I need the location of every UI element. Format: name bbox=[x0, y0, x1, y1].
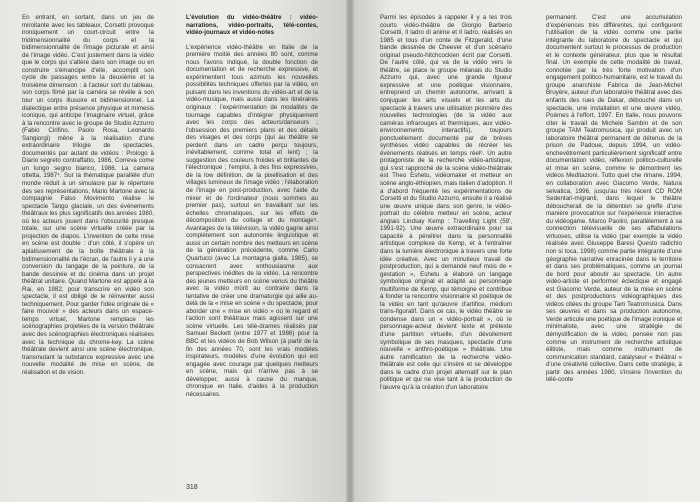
left-column-2 bbox=[186, 14, 318, 476]
book-gutter bbox=[346, 0, 354, 502]
left-column-1 bbox=[22, 14, 154, 476]
paragraph: permanent. C'est une accumulation d'expériences très différentes, qui configurent l'utilisation de la vidéo comme une partie intégrante du laboratoire du spectacle et qui documentent surtout le processus de production et le contexte générateur, plus que le résultat final. Un exemple de cette modalité de travail, connotée par la très forte motivation d'un engagement politico-humanitaire, est le travail du groupe anarchiste Fabrica de Jean-Michel Bruyère, auteur d'un laboratoire théâtral avec des enfants des rues de Dakar, débouché dans un spectacle, une installation et une œuvre vidéo, Poèmes à l'effort, 1997. En Italie, nous pouvons citer le travail de Michele Sambin et de son groupe TAM Teatromusica, qui produit avec un laboratoire théâtral permanent de détenus de la prison de Padoue, depuis 1994, un vidéo-enchevêtrement particulièrement significatif entre documentation vidéo, réflexion politico-culturelle et mise en scène, comme le démontrent les vidéos Meditazioni. Tutto quel che rimane, 1994, en collaboration avec Giacomo Verde, Natura selvatica, 1996, jusqu'au très récent CD ROM Sedentari-migranti, dans lequel le théâtre déboucherait de la détention se greffe d'une manière provocatrice sur l'expérience interactive du vidéogame. Marco Paolini, parallèlement à sa connection télévisuelle de ses affabulations virtuoses, utilise la vidéo (par exemple la vidéo réalisée avec Giuseppe Baresi Questo radichio non si toca, 1998) comme partie intégrante d'une géographie narrative enracinée dans le territoire et dans ses problématiques, comme un journal de bord pour aboutir au spectacle. Un autre vidéo-artiste et performer éclectique et engagé est Giacomo Verde, auteur de la mise en scène et des postproductions vidéographiques des vidéos citées du groupe Tam Teatromusica. Dans ses œuvres et dans sa production autonome, Verde articule une poétique de l'image ironique et minimaliste, avec une stratégie de démystification de la vidéo, pensée non pas comme un instrument de recherche artistique élitiste, mais comme instrument de communication standard, catalyseur « théâtral » d'une créativité collective. Dans cette stratégie, à partir des années 1980, s'insère l'invention du télé-conte bbox=[546, 14, 682, 384]
section-heading: L'évolution du vidéo-théâtre : vidéo-narrations, vidéo-portraits, télé-contes, vidéo-journaux et vidéo-notes bbox=[186, 14, 318, 37]
right-column-1 bbox=[380, 14, 512, 476]
paragraph: Parmi les épisodes à rappeler il y a les trois courts vidéo-théâtre de Giorgio Barberio Corsetti, Il ladro di anime et Il ladro, réalisés en 1985 et tous d'un conte de Fitzgerald, d'une bande dessinée de Cheever et d'un scénario original pseudo-hitchcockien écrit par Corsetti. De l'autre côté, qui va de la vidéo vers le théâtre, se place le groupe milanais du Studio Azzurro qui, avec une grande rigueur expressive et une poétique visionnaire, entreprend un chemin autonome, arrivant à conjuguer les arts visuels et les arts du spectacle à travers une utilisation pionnière des nouvelles technologies (de la vidéo aux caméras infrarouges et thermiques, aux vidéo-environnements interactifs), toujours ponctuellement documenté par de brèves synthèses vidéo capables de récréer les événements réalisés en temps réel⁶. Un autre protagoniste de la recherche vidéo-artistique, qui s'est rapproché de la scène vidéo-théâtrale est Theo Eshetu, vidéomaker et metteur en scène anglo-éthiopien, mais italien d'adoption. Il a d'abord fréquenté les expérimentations de Corsetti et du Studio Azzurro, ensuite il a réalisé une œuvre unique dans son genre, le vidéo-portrait du célèbre metteur en scène, acteur anglais Lindsay Kemp : Travelling Light (59', 1991-92). Une œuvre extraordinaire pour sa capacité à pénétrer dans la personnalité artistique complexe de Kemp, et à l'entraîner dans la lumière électronique à travers une forte idée créative. Avec un minutieux travail de postproduction, qui a demandé neuf mois de « gestation », Eshetu a élaboré un langage symbolique original et adapté au personnage multiforme de Kemp, qui témoigne et contribue à fonder la rencontre visionnaire et poétique de la vidéo en tant qu'œuvre d'artifice, médium trans-figuratif. Dans ce cas, le vidéo théâtre se condense dans un « vidéo-portrait », où le personnage-acteur devient texte et prétexte d'une partition virtuelle, d'un dévoilement symbolique de ses masques, spectacle d'une nouvelle « anthro-poétique » théâtrale. Une autre ramification de la recherche vidéo-théâtrale est celle qui s'insère et se développe dans le cadre d'un projet alternatif sur le plan politique et qui ne vise tant à la production de l'œuvre qu'à la création d'un laboratoire bbox=[380, 14, 512, 391]
right-page bbox=[350, 0, 700, 502]
right-column-2 bbox=[546, 14, 682, 476]
page-number: 318 bbox=[186, 484, 198, 491]
paragraph: En entrant, en sortant, dans un jeu de miroitante avec les tableaux, Corsetti provoque ironiquement un court-circuit entre la tridimensionnalité du corps et la bidimensionnalité de l'image picturale et ainsi de l'image vidéo. C'est justement dans la vidéo que le corps qui s'altère dans son image ou en construire s'émancipe d'elle, accomplit son cycle de passages entre la deuxième et la troisième dimension : à l'acteur sort du tableau, son corps filmé par la caméra se révèle à son tour un corps illusoire et bidimensionnel. La dialectique entre présence physique et mimesis iconique, qui anticipe l'imaginaire virtuel, grâce à la rencontre avec le groupe de Studio Azzurro (Fabio Cirifino, Paolo Rosa, Leonardo Sangiorgi) mène à la réalisation d'une extraordinaire trilogie de spectacles, documentés par autant de vidéos : Prologo à Diario segreto contraffatto, 1986, Correva come un lungo segno bianco, 1986. La camera ottetta, 1987⁴. Sur la thématique parallèle d'un monde réduit à un simulacre par le répertoire des ses représentations, Mario Martone avec la compagnie Falso Movimento réalise le spectacle Tango glaciale, un des événements théâtraux les plus significatifs des années 1980, où les acteurs jouent dans l'obscurité presque totale, sur une scène virtuelle créée par la projection de diapos. L'invention de cette mise en scène est double : d'un côté, il s'opère un aplatissement de la boîte théâtrale à la bidimensionnalité de l'écran, de l'autre il y a une conversion du langage de la peinture, de la bande dessinée et du cinéma dans un projet théâtral unitaire. Quand Martone est appelé à la Rai, en 1982, pour transcrire en vidéo son spectacle, il est obligé de le réinventer aussi techniquement. Pour garder l'idée originale de « faire mouvoir » des acteurs dans un espace-temps virtuel, Martone remplace les scénographies projetées de la version théâtrale avec des scénographies électroniques réalisées avec la technique du chrome-key. La scène théâtrale devient ainsi une scène électronique, transmutant la substance expressive avec une nouvelle modalité de mise en scène, de réalisation et de vision. bbox=[22, 14, 154, 376]
paragraph: L'expérience vidéo-théâtre en Italie de la première moitié des années 80 sont, comme nous l'avons indiqué, la double fonction de documentation et de recherche expressive, et expérimentent tous azimuts les nouvelles possibilités techniques offertes par la vidéo, en puisant dans les inventions du vidéo-art et de la vidéo-musique, mais aussi dans les itinéraires originaux : l'expérimentation de modalités de tournage capables d'intégrer physiquement avec les corps des acteurs/danseurs ; l'obsession des premiers plans et des détails des visages et des corps (qui au théâtre se perdent dans un cadre perçu toujours, inévitablement, comme total et lent) ; la suggestion des couleurs froides et brillantes de l'électronique ; l'emploi, à des fins expressives, de la low définition, de la pixellisation et des villages lumineux de l'image vidéo ; l'élaboration de l'image en post-production, avec l'aide du mixer et de l'ordinateur (nous sommes au premier pas), surtout en travaillant sur les échelles chromatiques, sur les effets de décomposition du collage et du montage⁵. Avantages de la télévision, la vidéo gagne ainsi complètement son autonomie linguistique et aussi un certain nombre des metteurs en scène de la génération précédente, comme Carlo Quartucci (avec La montagna gialla, 1985), se consacrent avec enthousiasme aux perspectives inédites de la vidéo. La rencontre des jeunes metteurs en scène venus du théâtre avec la vidéo mûrit au contraire dans la tentative de créer une dramaturgie qui aille au-delà de la « mise en scène » du spectacle, pour aborder une « mise en vidéo » où le regard et l'action sont théâtraux mais agissent sur une scène virtuelle. Les télé-drames réalisés par Samuel Beckett (entre 1977 et 1986) pour la BBC et les vidéos de Bob Wilson (à partir de la fin des années 70, sont les vrais modèles inspirateurs, modèles d'une évolution qui est engagée avec courage par quelques metteurs en scène, mais qui n'arrive pas à se développer, aussi à cause du manque, chronique en Italie, d'aides à la production nécessaires. bbox=[186, 43, 318, 398]
